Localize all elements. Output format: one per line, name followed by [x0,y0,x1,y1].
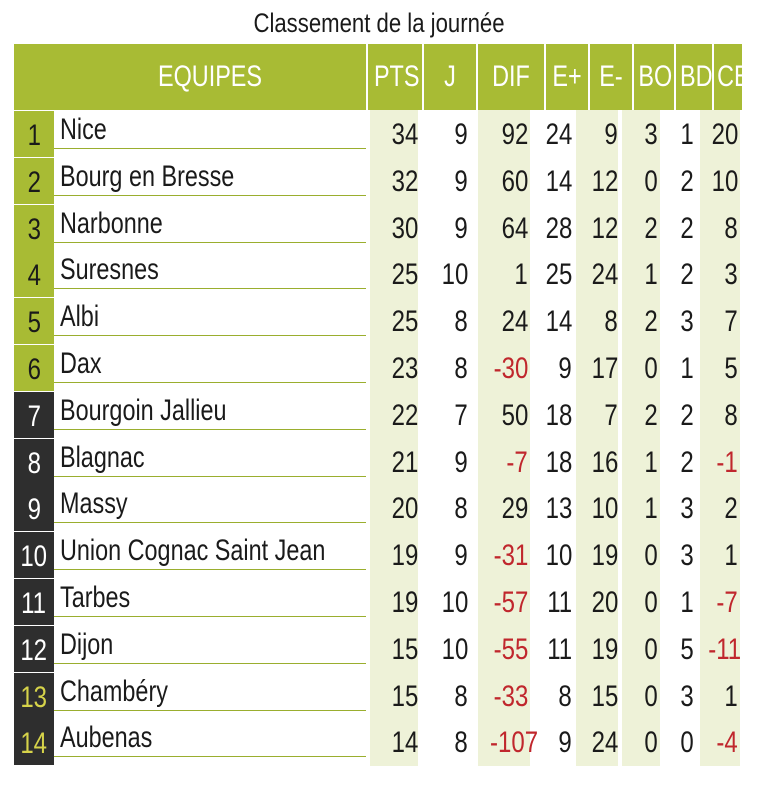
cell-dif [478,344,528,390]
team-name-text: Nice [60,113,107,146]
cell-value: 18 [545,445,572,479]
team-underline [54,288,366,289]
cell-value: 8 [604,305,618,339]
team-name-text: Bourgoin Jallieu [60,393,227,427]
cell-bo [622,718,658,764]
rank-number: 4 [27,259,41,293]
rank-number: 3 [27,212,41,246]
cell-value: 7 [604,398,618,432]
cell-value: 15 [591,679,618,713]
cell-value: 1 [644,492,658,526]
cell-value: 2 [680,211,694,245]
cell-value: 15 [391,632,418,666]
cell-value: 1 [644,258,658,292]
team-underline [54,476,366,477]
cell-value: 20 [711,118,738,151]
header-divider [544,44,546,110]
cell-bd [660,484,694,530]
cell-e-plus [532,391,572,437]
cell-pts [368,110,418,156]
cell-cb [700,484,738,530]
cell-e-plus [532,625,572,671]
team-name-text: Union Cognac Saint Jean [60,534,326,568]
cell-value: 24 [501,305,528,339]
cell-dif [478,578,528,624]
cell-value: 10 [545,539,572,573]
header-cb: CB [717,60,750,93]
rank-number: 1 [27,119,41,152]
cell-value: 5 [680,632,694,666]
cell-e-plus [532,578,572,624]
cell-e-minus [576,438,618,484]
cell-value: -31 [493,539,528,573]
team-name-text: Tarbes [60,581,131,614]
cell-e-minus [576,297,618,343]
cell-e-plus [532,438,572,484]
cell-e-plus [532,344,572,390]
cell-e-minus [576,531,618,577]
cell-value: 2 [644,398,658,432]
cell-value: 28 [545,211,572,245]
rank-badge [14,345,54,391]
cell-e-minus [576,718,618,764]
cell-cb [700,157,738,203]
cell-bd [660,531,694,577]
cell-value: 19 [591,632,618,666]
cell-value: 19 [391,539,418,573]
rank-badge [14,205,54,251]
cell-value: -107 [490,726,539,760]
cell-cb [700,672,738,718]
cell-bd [660,204,694,250]
cell-j [424,672,468,718]
cell-value: 3 [680,492,694,526]
cell-e-plus [532,250,572,296]
cell-value: 2 [724,492,738,526]
cell-bd [660,578,694,624]
cell-value: 17 [591,352,618,385]
cell-value: 14 [545,164,572,198]
cell-value: 5 [724,352,738,385]
team-name-text: Chambéry [60,674,168,708]
cell-e-minus [576,157,618,203]
cell-value: 8 [454,352,468,385]
rank-badge [14,579,54,625]
cell-value: 0 [644,632,658,666]
team-underline [54,663,366,664]
cell-value: 2 [644,305,658,339]
cell-bo [622,484,658,530]
cell-pts [368,297,418,343]
cell-value: 20 [591,586,618,619]
cell-value: 3 [680,679,694,713]
team-underline [54,335,366,336]
cell-value: 30 [391,211,418,245]
cell-value: 9 [558,352,572,385]
cell-value: -57 [493,586,528,619]
table-header [14,44,750,110]
cell-value: 3 [724,258,738,292]
rank-number: 2 [27,165,41,199]
cell-dif [478,484,528,530]
cell-pts [368,391,418,437]
header-team: EQUIPES [157,60,263,93]
cell-value: 8 [724,211,738,245]
cell-e-plus [532,157,572,203]
rank-number: 6 [27,353,41,386]
cell-j [424,204,468,250]
cell-bo [622,391,658,437]
cell-bo [622,157,658,203]
cell-dif [478,531,528,577]
cell-value: 2 [680,398,694,432]
team-underline [54,242,366,243]
cell-value: 10 [441,632,468,666]
cell-value: 8 [724,398,738,432]
cell-value: 32 [391,164,418,198]
cell-bo [622,204,658,250]
team-name-text: Dijon [60,627,114,661]
cell-e-plus [532,204,572,250]
cell-value: 16 [591,445,618,479]
rank-number: 11 [21,587,47,620]
cell-dif [478,672,528,718]
team-underline [54,756,366,757]
cell-value: 8 [454,305,468,339]
cell-value: 0 [680,726,694,760]
cell-dif [478,391,528,437]
team-name-text: Narbonne [60,206,163,240]
cell-value: 9 [558,726,572,760]
cell-j [424,438,468,484]
cell-value: 2 [644,211,658,245]
team-name-text: Massy [60,487,128,521]
cell-pts [368,531,418,577]
cell-bd [660,297,694,343]
cell-value: 34 [391,118,418,151]
cell-value: 24 [591,726,618,760]
cell-value: 10 [441,258,468,292]
cell-value: 9 [454,118,468,151]
header-divider [674,44,676,110]
team-underline [54,522,366,523]
cell-value: 14 [545,305,572,339]
cell-value: 9 [454,164,468,198]
cell-value: 24 [591,258,618,292]
cell-pts [368,578,418,624]
rank-badge [14,673,54,719]
cell-e-minus [576,578,618,624]
cell-pts [368,718,418,764]
cell-value: 7 [454,398,468,432]
cell-bo [622,344,658,390]
cell-bd [660,718,694,764]
cell-value: 10 [441,586,468,619]
team-underline [54,148,366,149]
team-name-text: Aubenas [60,721,153,755]
cell-j [424,625,468,671]
cell-bd [660,672,694,718]
cell-cb [700,204,738,250]
cell-value: 29 [501,492,528,526]
cell-e-plus [532,531,572,577]
cell-e-minus [576,250,618,296]
rank-number: 12 [20,633,48,667]
cell-value: 1 [724,679,738,713]
cell-bo [622,531,658,577]
cell-value: 19 [591,539,618,573]
cell-bo [622,625,658,671]
header-e-plus: E+ [552,60,582,93]
cell-value: 11 [547,632,572,666]
cell-value: 8 [454,492,468,526]
cell-value: 2 [680,258,694,292]
cell-pts [368,484,418,530]
cell-value: 19 [391,586,418,619]
cell-value: 25 [391,258,418,292]
cell-dif [478,718,539,764]
cell-bo [622,672,658,718]
cell-value: -7 [506,445,528,479]
cell-value: 14 [391,726,418,760]
cell-value: -33 [493,679,528,713]
cell-value: 1 [680,586,694,619]
cell-value: 60 [501,164,528,198]
cell-e-minus [576,484,618,530]
cell-e-minus [576,344,618,390]
team-underline [54,382,366,383]
cell-j [424,110,468,156]
cell-bo [622,250,658,296]
team-underline [54,710,366,711]
team-underline [54,195,366,196]
rank-number: 5 [27,306,41,340]
cell-pts [368,672,418,718]
cell-value: 0 [644,352,658,385]
team-underline [54,616,366,617]
cell-pts [368,157,418,203]
cell-value: 18 [545,398,572,432]
cell-value: 8 [558,679,572,713]
cell-value: 10 [591,492,618,526]
cell-value: 15 [391,679,418,713]
cell-e-minus [576,110,618,156]
cell-cb [700,391,738,437]
cell-cb [700,110,738,156]
cell-j [424,578,468,624]
cell-dif [478,110,528,156]
rank-badge [14,298,54,344]
cell-value: 1 [514,258,528,292]
cell-value: 1 [724,539,738,573]
cell-bd [660,391,694,437]
cell-value: 24 [545,118,572,151]
cell-value: 10 [711,164,738,198]
rank-badge [14,439,54,485]
rank-badge [14,719,54,765]
cell-value: 0 [644,679,658,713]
cell-dif [478,250,528,296]
cell-j [424,718,468,764]
cell-pts [368,438,418,484]
cell-bd [660,344,694,390]
cell-dif [478,204,528,250]
cell-cb [700,250,738,296]
header-divider [712,44,714,110]
cell-value: 25 [545,258,572,292]
cell-j [424,391,468,437]
cell-dif [478,625,528,671]
cell-j [424,484,468,530]
cell-value: 9 [454,539,468,573]
cell-pts [368,625,418,671]
cell-dif [478,438,528,484]
cell-e-minus [576,625,618,671]
cell-value: 0 [644,164,658,198]
header-j: J [444,60,456,93]
cell-cb [700,531,738,577]
cell-value: -1 [716,445,738,479]
cell-j [424,250,468,296]
cell-value: 0 [644,726,658,760]
cell-pts [368,250,418,296]
cell-e-plus [532,110,572,156]
cell-e-plus [532,297,572,343]
cell-value: 23 [391,352,418,385]
cell-value: 22 [391,398,418,432]
cell-value: -11 [708,632,742,666]
cell-value: 92 [501,118,528,151]
cell-value: 50 [501,398,528,432]
header-divider [632,44,634,110]
header-bo: BO [638,60,673,93]
cell-cb [700,718,738,764]
header-divider [422,44,424,110]
cell-value: 12 [591,211,618,245]
cell-value: 2 [680,164,694,198]
cell-value: 3 [644,118,658,151]
header-pts: PTS [373,60,420,93]
cell-value: -7 [716,586,738,619]
header-dif: DIF [492,60,530,93]
cell-value: 1 [680,352,694,385]
team-underline [54,429,366,430]
cell-j [424,531,468,577]
rank-badge [14,392,54,438]
cell-cb [700,344,738,390]
cell-e-minus [576,391,618,437]
header-divider [476,44,478,110]
cell-value: -30 [493,352,528,385]
rank-badge [14,485,54,531]
rank-badge [14,251,54,297]
rank-badge [14,626,54,672]
cell-value: 21 [391,445,418,479]
cell-value: 9 [604,118,618,151]
cell-value: 9 [454,211,468,245]
cell-value: 9 [454,445,468,479]
rank-number: 8 [27,446,41,480]
rank-number: 7 [27,399,41,433]
cell-e-minus [576,672,618,718]
cell-e-plus [532,672,572,718]
team-name-text: Suresnes [60,253,159,287]
rank-badge [14,111,54,157]
rank-badge [14,532,54,578]
cell-value: 64 [501,211,528,245]
cell-j [424,157,468,203]
cell-cb [700,297,738,343]
rank-number: 10 [20,540,48,574]
cell-pts [368,344,418,390]
rank-number: 13 [20,680,48,714]
cell-value: 13 [545,492,572,526]
cell-value: -55 [493,632,528,666]
cell-bo [622,110,658,156]
cell-value: 3 [680,305,694,339]
cell-j [424,344,468,390]
rank-number: 14 [20,727,48,761]
cell-e-plus [532,718,572,764]
cell-bd [660,625,694,671]
header-divider [366,44,368,110]
team-name-text: Dax [60,347,102,380]
cell-value: 0 [644,586,658,619]
cell-value: 8 [454,679,468,713]
cell-bo [622,578,658,624]
cell-value: 7 [724,305,738,339]
team-name-text: Bourg en Bresse [60,159,235,193]
cell-value: 25 [391,305,418,339]
cell-cb [700,625,742,671]
header-bd: BD [679,60,713,93]
cell-bd [660,157,694,203]
cell-pts [368,204,418,250]
cell-e-plus [532,484,572,530]
cell-value: 12 [591,164,618,198]
cell-value: 0 [644,539,658,573]
cell-j [424,297,468,343]
cell-value: -4 [716,726,738,760]
cell-bo [622,297,658,343]
cell-e-minus [576,204,618,250]
cell-bd [660,250,694,296]
cell-value: 1 [680,118,694,151]
cell-dif [478,297,528,343]
cell-value: 1 [644,445,658,479]
rank-badge [14,158,54,204]
cell-bd [660,438,694,484]
header-divider [588,44,590,110]
cell-value: 20 [391,492,418,526]
cell-bd [660,110,694,156]
rank-number: 9 [27,493,41,527]
table-title: Classement de la journée [253,8,505,38]
cell-cb [700,438,738,484]
cell-value: 2 [680,445,694,479]
team-name-text: Albi [60,300,100,334]
team-name-text: Blagnac [60,440,145,474]
header-e-minus: E- [599,60,623,93]
cell-value: 3 [680,539,694,573]
cell-value: 8 [454,726,468,760]
cell-bo [622,438,658,484]
cell-cb [700,578,738,624]
team-underline [54,569,366,570]
cell-value: 11 [547,586,572,619]
cell-dif [478,157,528,203]
